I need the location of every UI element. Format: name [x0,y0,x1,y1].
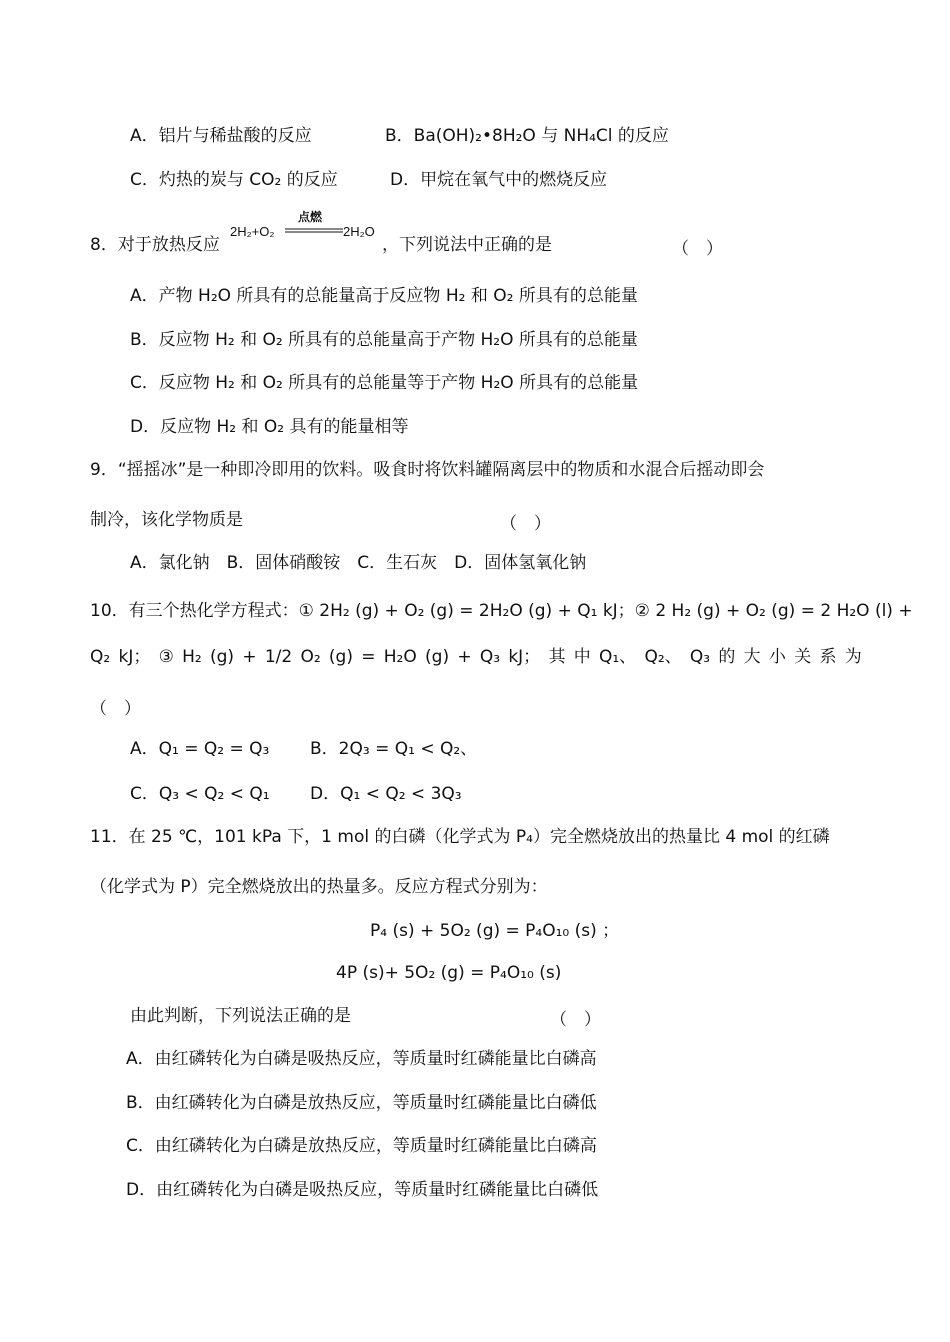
q8-option-a: A．产物 H₂O 所具有的总能量高于反应物 H₂ 和 O₂ 所具有的总能量 [130,286,638,306]
q8-option-b: B．反应物 H₂ 和 O₂ 所具有的总能量高于产物 H₂O 所具有的总能量 [130,330,638,350]
q10-line2-token: Q₁、 [598,647,637,667]
q10-answer-paren: （ ） [90,699,141,719]
formula-condition: 点燃 [298,210,323,224]
q11-answer-paren: （ ） [550,1010,601,1030]
q7-option-a: A．铝片与稀盐酸的反应 [130,126,312,146]
q10-line2-token: (g) [425,647,450,667]
q10-line2-token: H₂O [383,647,417,667]
q10-option-d: D．Q₁ < Q₂ < 3Q₃ [310,784,462,804]
q8-option-d: D．反应物 H₂ 和 O₂ 具有的能量相等 [130,417,409,437]
q7-option-c: C．灼热的炭与 CO₂ 的反应 [130,170,338,190]
q10-line2-token: 小 [768,647,786,667]
q10-line2-token: 系 [819,647,837,667]
q11-equation-1: P₄ (s) + 5O₂ (g) = P₄O₁₀ (s) ； [370,921,620,941]
q10-stem-line2 [90,646,862,668]
q10-line2-token: 其 [548,647,566,667]
q10-line2-token: kJ； [508,647,541,667]
q10-line2-token: kJ； [118,647,151,667]
q11-equation-2: 4P (s)+ 5O₂ (g) = P₄O₁₀ (s) [336,963,562,983]
q11-stem-line1: 11．在 25 ℃，101 kPa 下，1 mol 的白磷（化学式为 P₄）完全燃烧放出的热量比 4 mol 的红磷 [90,827,830,847]
formula-reactants: 2H₂+O₂ [230,224,275,239]
q11-stem-line2: （化学式为 P）完全燃烧放出的热量多。反应方程式分别为： [90,877,548,897]
q11-option-d: D．由红磷转化为白磷是吸热反应，等质量时红磷能量比白磷低 [126,1180,599,1200]
q10-line2-token: 关 [794,647,812,667]
q10-line2-token: ③ [158,647,174,667]
q10-line2-token: + [457,647,472,667]
q10-line2-token: + [242,647,257,667]
q11-option-b: B．由红磷转化为白磷是放热反应，等质量时红磷能量比白磷低 [126,1093,597,1113]
q8-stem-suffix: ，下列说法中正确的是 [382,235,552,255]
q7-option-d: D．甲烷在氧气中的燃烧反应 [390,170,608,190]
q10-line2-token: Q₃ [479,647,501,667]
q9-answer-paren: （ ） [500,514,551,534]
q10-line2-token: 中 [573,647,591,667]
q11-stem: 由此判断，下列说法正确的是 [130,1006,351,1026]
q10-line2-token: (g) [328,647,353,667]
q9-stem-line2: 制冷，该化学物质是 [90,510,243,530]
q8-stem-prefix: 8．对于放热反应 [90,235,220,255]
q9-stem-line1: 9．“摇摇冰”是一种即冷即用的饮料。吸食时将饮料罐隔离层中的物质和水混合后摇动即会 [90,460,765,480]
q10-line2-token: Q₃ [689,647,711,667]
q10-line2-token: (g) [209,647,235,667]
q11-option-c: C．由红磷转化为白磷是放热反应，等质量时红磷能量比白磷高 [126,1136,597,1156]
q10-line2-token: Q₂ [90,647,111,667]
q10-line2-token: Q₂、 [644,647,682,667]
q8-option-c: C．反应物 H₂ 和 O₂ 所具有的总能量等于产物 H₂O 所具有的总能量 [130,373,639,393]
q10-line2-token: O₂ [300,647,321,667]
q8-reaction-formula [230,208,380,244]
q8-answer-paren: （ ） [672,239,723,259]
q10-line2-token: 为 [844,647,862,667]
q10-stem-line1: 10．有三个热化学方程式：① 2H₂ (g) + O₂ (g) = 2H₂O (g) + Q₁ kJ；② 2 H₂ (g) + O₂ (g) = 2 H₂O (l) + [90,601,913,621]
q10-line2-token: = [361,647,376,667]
q10-line2-token: 1/2 [264,647,293,667]
q7-option-b: B．Ba(OH)₂•8H₂O 与 NH₄Cl 的反应 [385,126,669,146]
q10-line2-token: 的 [718,647,736,667]
q10-option-b: B．2Q₃ = Q₁ < Q₂、 [310,739,478,759]
q10-line2-token: 大 [743,647,761,667]
q10-option-a: A．Q₁ = Q₂ = Q₃ [130,739,270,759]
q10-line2-token: H₂ [182,647,202,667]
q11-option-a: A．由红磷转化为白磷是吸热反应，等质量时红磷能量比白磷高 [126,1049,597,1069]
q9-options: A．氯化钠 B．固体硝酸铵 C．生石灰 D．固体氢氧化钠 [130,553,587,573]
formula-product: 2H₂O [343,224,375,239]
q10-option-c: C．Q₃ < Q₂ < Q₁ [130,784,270,804]
